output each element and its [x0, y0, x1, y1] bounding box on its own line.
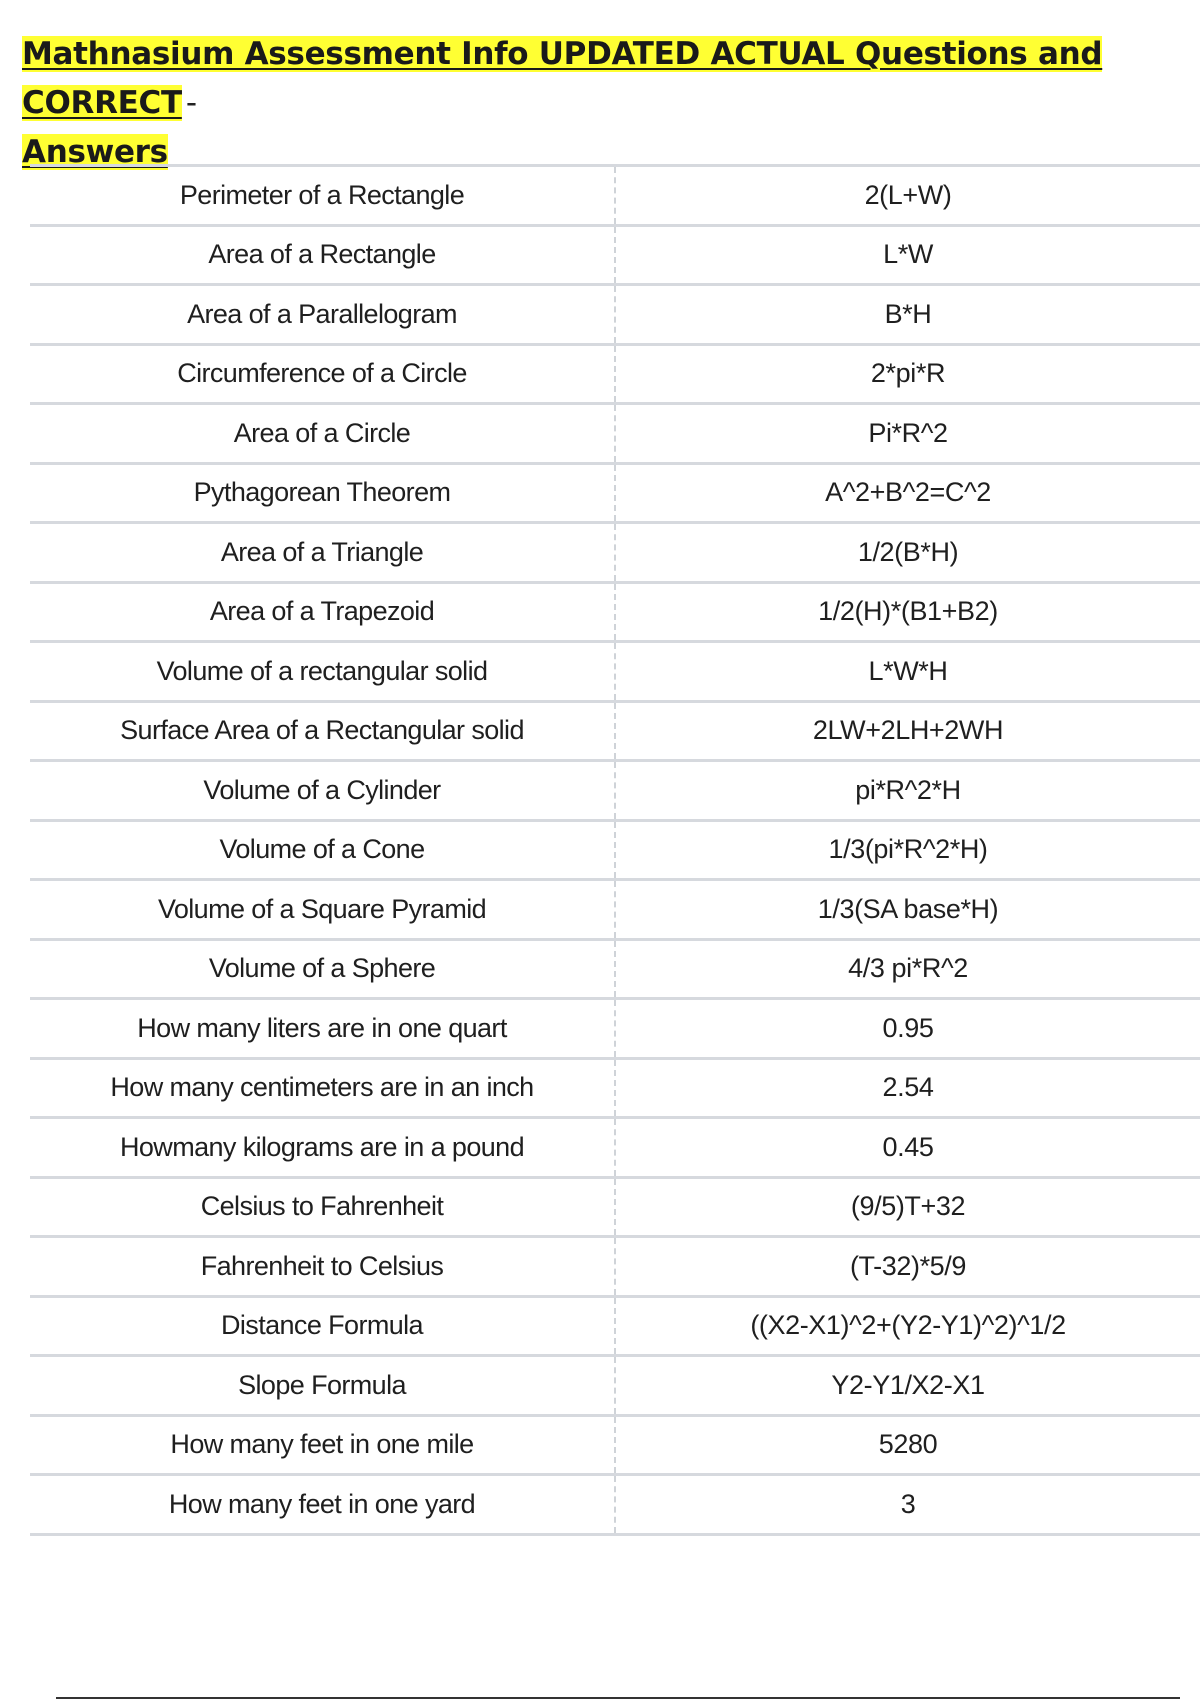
- answer-cell: ((X2-X1)^2+(Y2-Y1)^2)^1/2: [615, 1296, 1200, 1356]
- table-row: [30, 701, 1200, 761]
- question-cell: Volume of a Cylinder: [30, 761, 615, 821]
- answer-cell: Y2-Y1/X2-X1: [615, 1356, 1200, 1416]
- question-cell: How many feet in one yard: [30, 1475, 615, 1535]
- table-row: [30, 344, 1200, 404]
- table-row: [30, 820, 1200, 880]
- table-row: [30, 1118, 1200, 1178]
- question-cell: Pythagorean Theorem: [30, 463, 615, 523]
- question-cell: How many feet in one mile: [30, 1415, 615, 1475]
- answer-cell: A^2+B^2=C^2: [615, 463, 1200, 523]
- formula-table: [30, 164, 1200, 1536]
- answer-cell: 1/3(pi*R^2*H): [615, 820, 1200, 880]
- answer-cell: 1/3(SA base*H): [615, 880, 1200, 940]
- table-row: [30, 999, 1200, 1059]
- answer-cell: 2LW+2LH+2WH: [615, 701, 1200, 761]
- answer-cell: 2.54: [615, 1058, 1200, 1118]
- question-cell: How many liters are in one quart: [30, 999, 615, 1059]
- question-cell: Perimeter of a Rectangle: [30, 166, 615, 226]
- question-cell: Volume of a Cone: [30, 820, 615, 880]
- table-row: [30, 285, 1200, 345]
- answer-cell: 2*pi*R: [615, 344, 1200, 404]
- table-row: [30, 1237, 1200, 1297]
- table-row: [30, 642, 1200, 702]
- question-cell: Volume of a Sphere: [30, 939, 615, 999]
- answer-cell: 0.95: [615, 999, 1200, 1059]
- question-cell: Area of a Trapezoid: [30, 582, 615, 642]
- answer-cell: 2(L+W): [615, 166, 1200, 226]
- table-row: [30, 1296, 1200, 1356]
- table-row: [30, 225, 1200, 285]
- answer-cell: Pi*R^2: [615, 404, 1200, 464]
- question-cell: Area of a Triangle: [30, 523, 615, 583]
- table-row: [30, 1058, 1200, 1118]
- question-cell: Area of a Circle: [30, 404, 615, 464]
- answer-cell: L*W: [615, 225, 1200, 285]
- table-row: [30, 166, 1200, 226]
- question-cell: Volume of a rectangular solid: [30, 642, 615, 702]
- table-row: [30, 523, 1200, 583]
- answer-cell: 3: [615, 1475, 1200, 1535]
- table-row: [30, 582, 1200, 642]
- answer-cell: 5280: [615, 1415, 1200, 1475]
- answer-cell: B*H: [615, 285, 1200, 345]
- question-cell: Area of a Parallelogram: [30, 285, 615, 345]
- table-row: [30, 880, 1200, 940]
- answer-cell: (T-32)*5/9: [615, 1237, 1200, 1297]
- table-row: [30, 761, 1200, 821]
- question-cell: Slope Formula: [30, 1356, 615, 1416]
- answer-cell: 4/3 pi*R^2: [615, 939, 1200, 999]
- question-cell: Celsius to Fahrenheit: [30, 1177, 615, 1237]
- question-cell: Area of a Rectangle: [30, 225, 615, 285]
- answer-cell: 1/2(B*H): [615, 523, 1200, 583]
- formula-table-body: [30, 166, 1200, 1535]
- title-line-1: Mathnasium Assessment Info UPDATED ACTUAL Questions and CORRECT: [22, 36, 1103, 121]
- footer-divider: [56, 1697, 1180, 1699]
- table-row: [30, 1356, 1200, 1416]
- table-row: [30, 463, 1200, 523]
- title-line-2: Answers: [22, 134, 168, 170]
- question-cell: Surface Area of a Rectangular solid: [30, 701, 615, 761]
- table-row: [30, 1415, 1200, 1475]
- answer-cell: 0.45: [615, 1118, 1200, 1178]
- document-title: [22, 30, 1142, 177]
- question-cell: Distance Formula: [30, 1296, 615, 1356]
- answer-cell: (9/5)T+32: [615, 1177, 1200, 1237]
- question-cell: Volume of a Square Pyramid: [30, 880, 615, 940]
- question-cell: Circumference of a Circle: [30, 344, 615, 404]
- table-row: [30, 939, 1200, 999]
- question-cell: How many centimeters are in an inch: [30, 1058, 615, 1118]
- answer-cell: L*W*H: [615, 642, 1200, 702]
- answer-cell: pi*R^2*H: [615, 761, 1200, 821]
- title-dash: -: [185, 85, 197, 121]
- question-cell: Fahrenheit to Celsius: [30, 1237, 615, 1297]
- answer-cell: 1/2(H)*(B1+B2): [615, 582, 1200, 642]
- table-row: [30, 404, 1200, 464]
- table-row: [30, 1475, 1200, 1535]
- table-row: [30, 1177, 1200, 1237]
- question-cell: Howmany kilograms are in a pound: [30, 1118, 615, 1178]
